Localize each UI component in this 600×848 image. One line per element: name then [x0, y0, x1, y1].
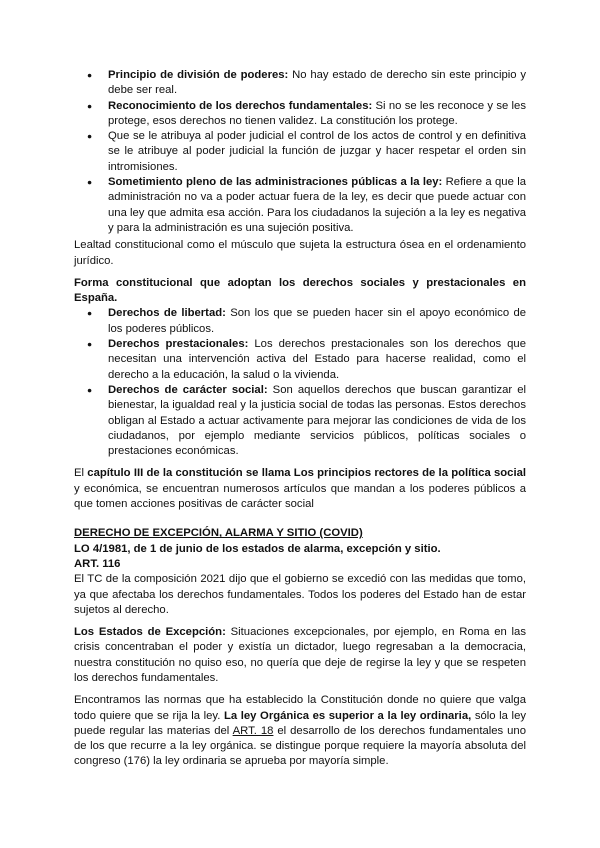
estados-paragraph: Los Estados de Excepción: Situaciones excepcionales, por ejemplo, en Roma en las crisis concentraban el poder y existía un dictador, luego regresaban a la democracia, nuestra constitución no quiso eso, no quería que deje de regirse la ley y que se respeten los derechos fundamentales. — [74, 626, 526, 684]
list-item: ● Derechos de libertad: Son los que se pueden hacer sin el apoyo económico de los poderes públicos. — [74, 306, 526, 337]
document-body — [74, 68, 526, 770]
rights-list — [74, 306, 526, 459]
art-18-link[interactable]: ART. 18 — [232, 724, 274, 737]
list-item: ● Que se le atribuya al poder judicial el control de los actos de control y en definitiva se le atribuye al poder judicial la función de juzgar y hacer respetar el orden sin intromisiones. — [74, 129, 526, 175]
lo-reference: LO 4/1981, de 1 de junio de los estados de alarma, excepción y sitio. — [74, 542, 441, 555]
list-item: ● Derechos de carácter social: Son aquellos derechos que buscan garantizar el bienestar, la igualdad real y la justicia social de todas las personas. Estos derechos obligan al Estado a actuar activamente para mejorar las condiciones de vida de los ciudadanos, por ejemplo mediante servicios públicos, políticas sociales o prestaciones económicas. — [74, 383, 526, 459]
list-item: ● Derechos prestacionales: Los derechos prestacionales son los derechos que necesitan una intervención activa del Estado para hacerse realidad, como el derecho a la educación, la salud o la vivienda. — [74, 337, 526, 383]
tc-paragraph: El TC de la composición 2021 dijo que el gobierno se excedió con las medidas que tomo, ya que afectaba los derechos fundamentales. Todos los poderes del Estado han de estar sujetos al derecho. — [74, 573, 526, 616]
capitulo-paragraph: El capítulo III de la constitución se llama Los principios rectores de la política social y económica, se encuentran numerosos artículos que mandan a los poderes públicos a que tomen acciones positivas de carácter social — [74, 467, 527, 511]
principles-list — [74, 68, 526, 236]
list-item: ● Reconocimiento de los derechos fundamentales: Si no se les reconoce y se les protege, esos derechos no tienen validez. La constitución los protege. — [74, 99, 526, 130]
lealtad-paragraph: Lealtad constitucional como el músculo que sujeta la estructura ósea en el ordenamiento jurídico. — [74, 239, 526, 267]
normas-paragraph: Encontramos las normas que ha establecido la Constitución donde no quiere que valga todo quiere que se rija la ley. La ley Orgánica es superior a la ley ordinaria, sólo la ley puede regular las materias del ART. 18 el desarrollo de los derechos fundamentales uno de los que recurre a la ley orgánica. se distingue porque requiere la mayoría absoluta del congreso (176) la ley ordinaria se aprueba por mayoría simple. — [74, 694, 526, 768]
forma-heading: Forma constitucional que adoptan los derechos sociales y prestacionales en España. — [74, 276, 526, 305]
list-item: ● Sometimiento pleno de las administraciones públicas a la ley: Refiere a que la administración no va a poder actuar fuera de la ley, es decir que puede actuar con una ley que admita esa acción. Para los ciudadanos la sujeción a la ley es negativa y para la administración es una sujeción positiva. — [74, 175, 526, 236]
list-item: ● Principio de división de poderes: No hay estado de derecho sin este principio y debe ser real. — [74, 68, 526, 99]
section-title: DERECHO DE EXCEPCIÓN, ALARMA Y SITIO (COVID) — [74, 527, 363, 540]
art-reference: ART. 116 — [74, 557, 121, 570]
